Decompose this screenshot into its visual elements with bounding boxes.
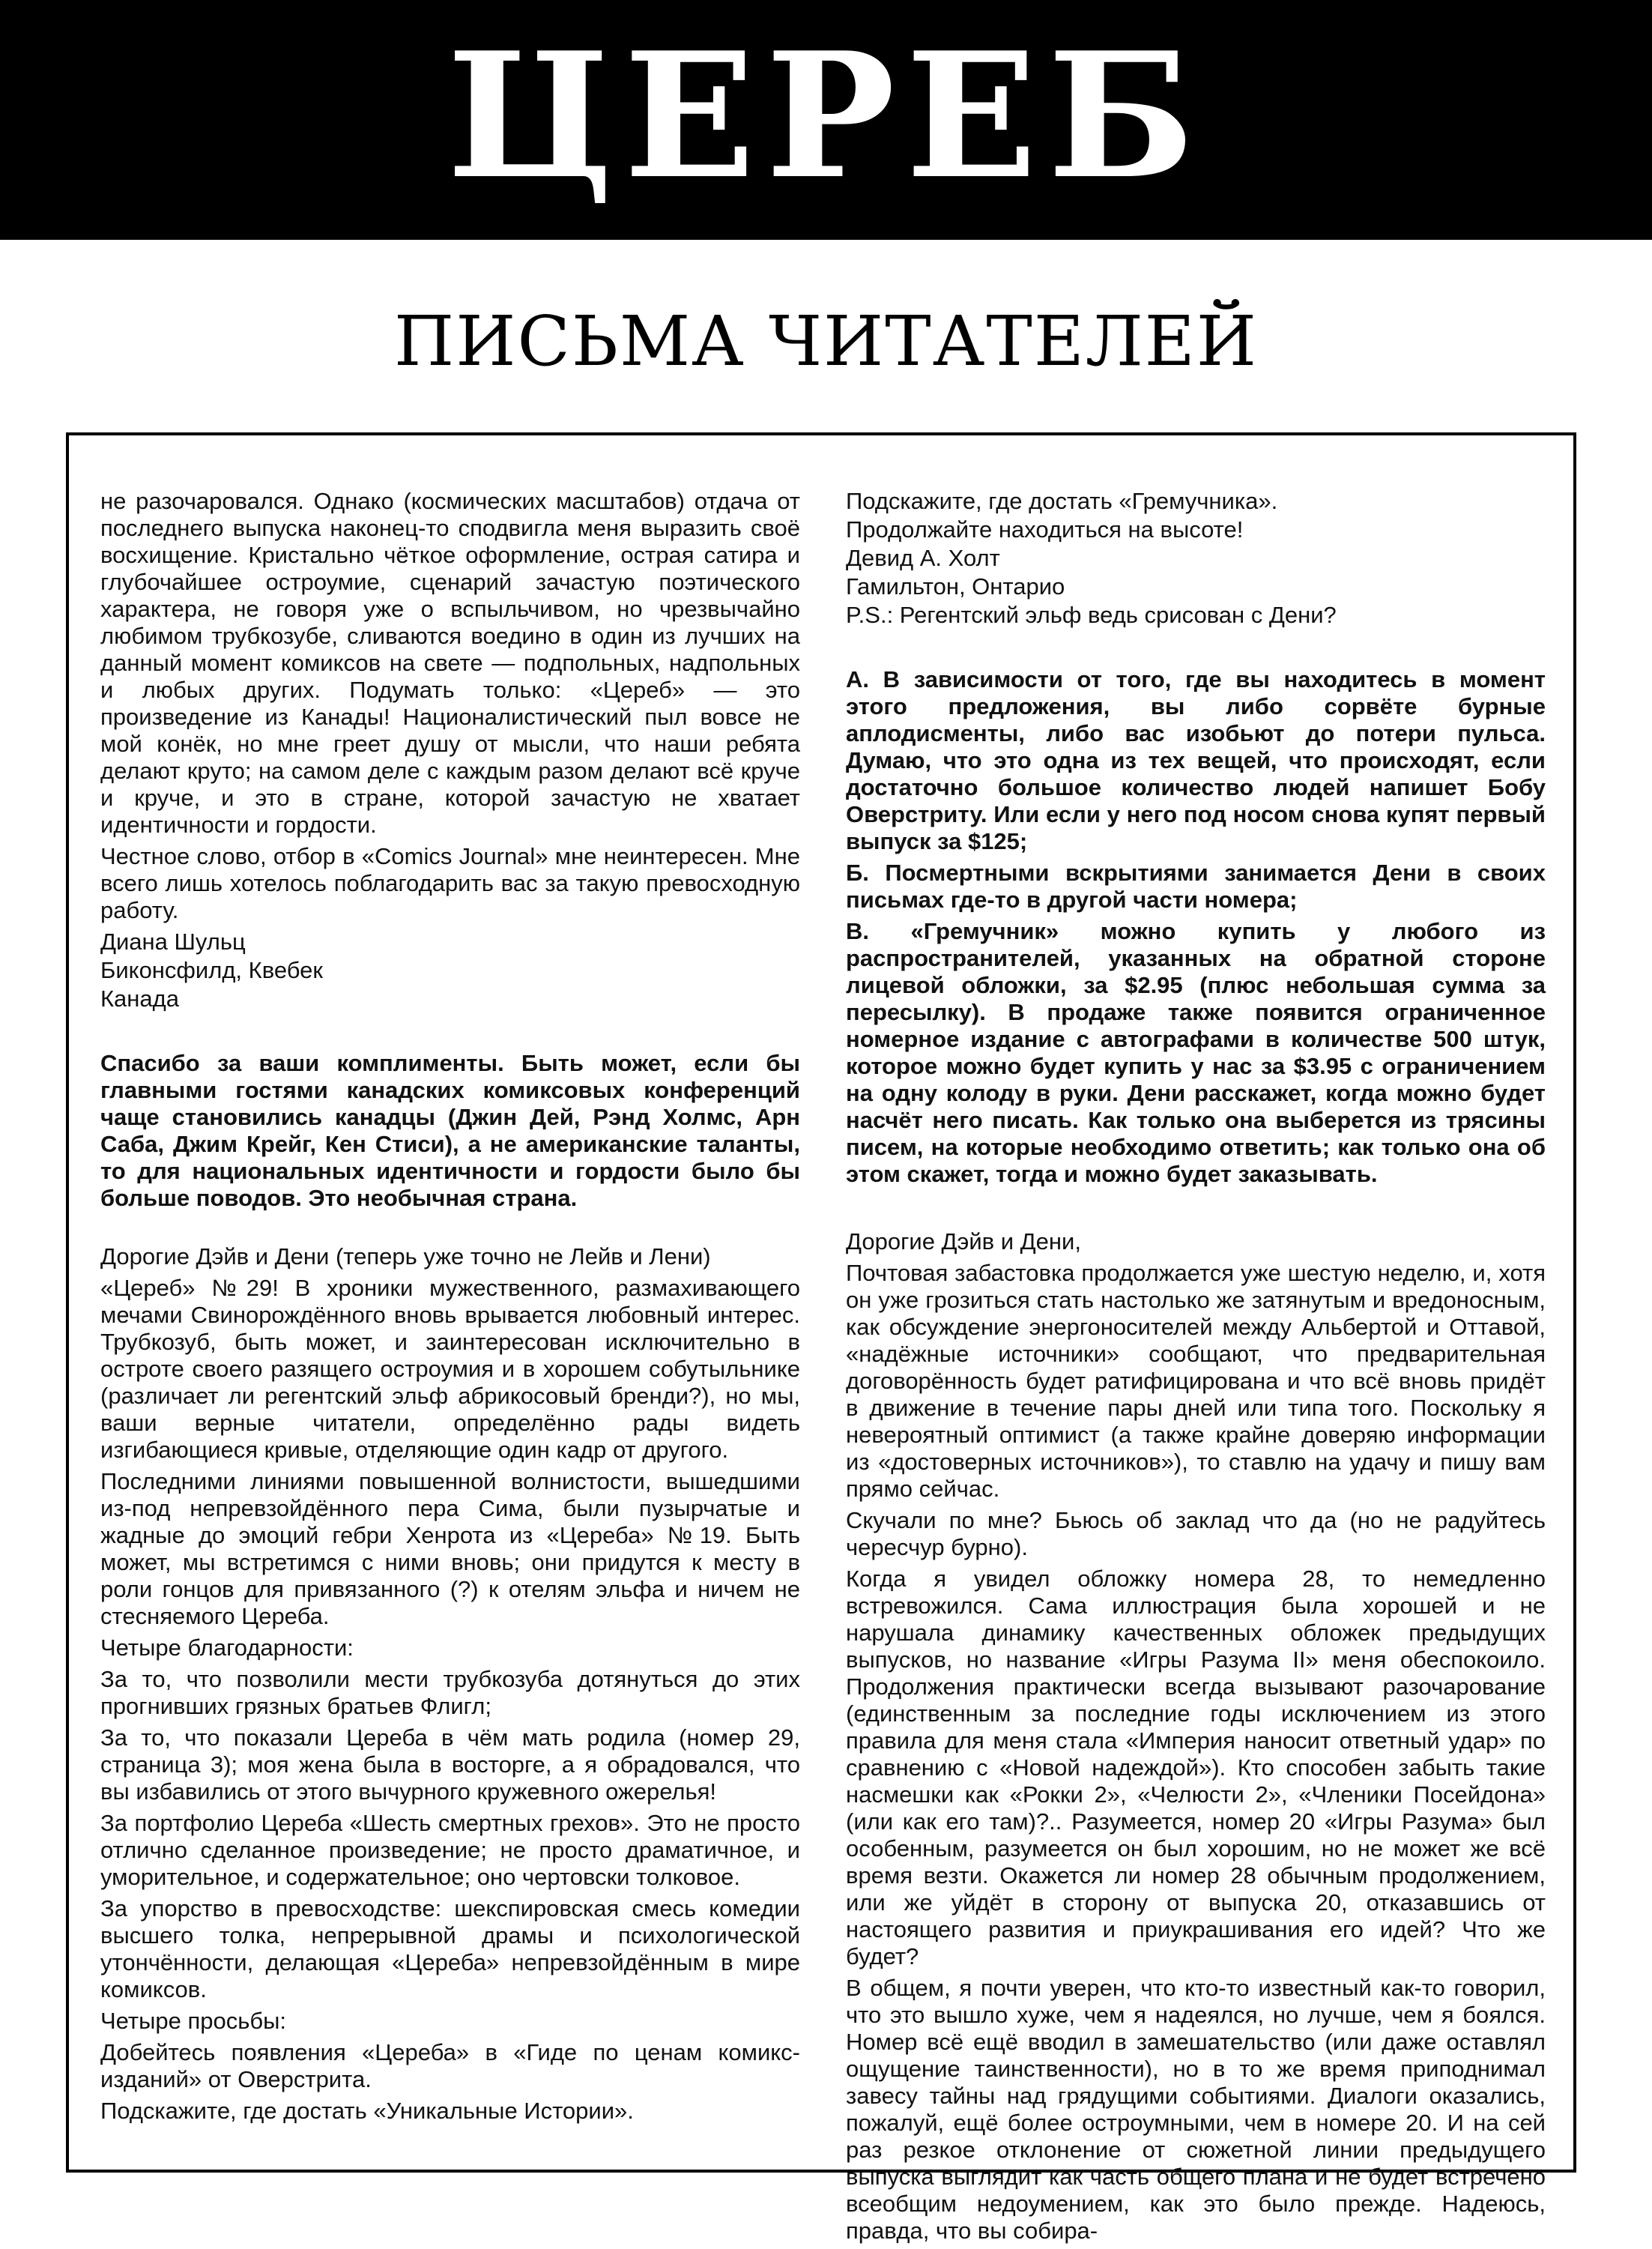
letter-paragraph: Честное слово, отбор в «Comics Journal» мне неинтересен. Мне всего лишь хотелось поблагодарить вас за такую превосходную работу. — [100, 843, 800, 923]
masthead — [0, 0, 1652, 240]
right-column — [846, 488, 1546, 2249]
letter-paragraph: Подскажите, где достать «Уникальные Истории». — [100, 2098, 634, 2124]
editor-answer-b: Б. Посмертными вскрытиями занимается Дени в своих письмах где-то в другой части номера; — [846, 860, 1546, 913]
letter-paragraph: Когда я увидел обложку номера 28, то немедленно встревожился. Сама иллюстрация была хорошей и не нарушала динамику качественных обложек предыдущих выпусков, но название «Игры Разума II» меня обеспокоило. Продолжения практически всегда вызывают разочарование (единственным за последние годы исключением из этого правила для меня стала «Империя наносит ответный удар» по сравнению с «Новой надеждой»). Кто способен забыть такие насмешки как «Рокки 2», «Челюсти 2», «Членики Посейдона» (или как его там)?.. Разумеется, номер 20 «Игры Разума» был особенным, разумеется он был хорошим, но не может же всё время везти. Окажется ли номер 28 обычным продолжением, или же уйдёт в сторону от выпуска 20, отказавшись от настоящего развития и приукрашивания его идей? Что же будет? — [846, 1566, 1546, 1969]
postscript: P.S.: Регентский эльф ведь срисован с Дени? — [846, 602, 1337, 628]
letter-greeting: Дорогие Дэйв и Дени (теперь уже точно не Лейв и Лени) — [100, 1243, 711, 1270]
signature-location: Гамильтон, Онтарио — [846, 573, 1065, 600]
letter-paragraph: Подскажите, где достать «Гремучника». — [846, 488, 1278, 514]
signature-name: Диана Шульц — [100, 929, 246, 955]
letter-paragraph: Продолжайте находиться на высоте! — [846, 516, 1244, 543]
signature-country: Канада — [100, 985, 179, 1012]
editor-answer-a: А. В зависимости от того, где вы находитесь в момент этого предложения, вы либо сорвёте бурные аплодисменты, либо вас изобьют до потери пульса. Думаю, что это одна из тех вещей, что происходят, если достаточно большое количество людей напишет Бобу Оверстриту. Или если у него под носом снова купят первый выпуск за $125; — [846, 666, 1546, 854]
editor-answer-c: В. «Гремучник» можно купить у любого из распространителей, указанных на обратной стороне лицевой обложки, за $2.95 (плюс небольшая сумма за пересылку). В продаже также появится ограниченное номерное издание с автографами в количестве 500 штук, которое можно будет купить у нас за $3.95 с ограничением на одну колоду в руки. Дени расскажет, когда можно будет насчёт него писать. Как только она выберется из трясины писем, на которые необходимо ответить; как только она об этом скажет, тогда и можно будет заказывать. — [846, 918, 1546, 1187]
letter-paragraph: не разочаровался. Однако (космических масштабов) отдача от последнего выпуска наконец-то сподвигла меня выразить своё восхищение. Кристально чёткое оформление, острая сатира и глубочайшее остроумие, сценарий зачастую поэтического характера, не говоря уже о вспыльчивом, но чрезвычайно любимом трубкозубе, сливаются воедино в один из лучших на данный момент комиксов на свете — подпольных, надпольных и любых других. Подумать только: «Цереб» — это произведение из Канады! Националистический пыл вовсе не мой конёк, но мне греет душу от мысли, что наши ребята делают круто; на самом деле с каждым разом делают всё круче и круче, и это в стране, которой зачастую не хватает идентичности и гордости. — [100, 488, 800, 838]
signature-location: Биконсфилд, Квебек — [100, 957, 323, 983]
section-title: ПИСЬМА ЧИТАТЕЛЕЙ — [393, 301, 1259, 381]
letter-paragraph: Четыре благодарности: — [100, 1634, 354, 1661]
letter-paragraph: За упорство в превосходстве: шекспировская смесь комедии высшего толка, непрерывной драмы и психологической утончённости, делающая «Цереба» непревзойдённым в мире комиксов. — [100, 1895, 800, 2002]
letter-paragraph: Скучали по мне? Бьюсь об заклад что да (но не радуйтесь чересчур бурно). — [846, 1507, 1546, 1560]
letters-frame — [66, 432, 1576, 2244]
left-column — [100, 488, 800, 2129]
masthead-logo: ЦЕРЕБ — [447, 15, 1205, 217]
letter-paragraph: За то, что позволили мести трубкозуба дотянуться до этих прогнивших грязных братьев Флигл; — [100, 1666, 800, 1719]
letter-paragraph: Добейтесь появления «Цереба» в «Гиде по ценам комикс-изданий» от Оверстрита. — [100, 2039, 800, 2092]
signature-name: Девид А. Холт — [846, 545, 1000, 571]
editor-answer: Спасибо за ваши комплименты. Быть может, если бы главными гостями канадских комиксовых конференций чаще становились канадцы (Джин Дей, Рэнд Холмс, Арн Саба, Джим Крейг, Кен Стиси), а не американские таланты, то для национальных идентичности и гордости было бы больше поводов. Это необычная страна. — [100, 1050, 800, 1211]
letter-paragraph: За портфолио Цереба «Шесть смертных грехов». Это не просто отлично сделанное произведение; не просто драматичное, и уморительное, и содержательное; оно чертовски толковое. — [100, 1810, 800, 1890]
letter-paragraph: «Цереб» №29! В хроники мужественного, размахивающего мечами Свинорождённого вновь врывается любовный интерес. Трубкозуб, быть может, и заинтересован исключительно в остроте своего разящего остроумия и в хорошем собутыльнике (различает ли регентский эльф абрикосовый бренди?), но мы, ваши верные читатели, определённо рады видеть изгибающиеся кривые, отделяющие один кадр от другого. — [100, 1275, 800, 1463]
letter-paragraph: Четыре просьбы: — [100, 2008, 287, 2034]
letter-greeting: Дорогие Дэйв и Дени, — [846, 1228, 1081, 1255]
letter-paragraph: За то, что показали Цереба в чём мать родила (номер 29, страница 3); моя жена была в восторге, а я обрадовался, что вы избавились от этого вычурного кружевного ожерелья! — [100, 1724, 800, 1805]
letter-paragraph: В общем, я почти уверен, что кто-то известный как-то говорил, что это вышло хуже, чем я надеялся, но лучше, чем я боялся. Номер всё ещё вводил в замешательство (или даже оставлял ощущение таинственности), но в то же время приподнимал завесу тайны над грядущими событиями. Диалоги оказались, пожалуй, ещё более остроумными, чем в номере 20. И на сей раз резкое отклонение от сюжетной линии предыдущего выпуска выглядит как часть общего плана и не будет встречено всеобщим недоумением, как это было прежде. Надеюсь, правда, что вы собира- — [846, 1975, 1546, 2244]
letter-paragraph: Почтовая забастовка продолжается уже шестую неделю, и, хотя он уже грозиться стать настолько же затянутым и вредоносным, как обсуждение энергоносителей между Альбертой и Оттавой, «надёжные источники» сообщают, что предварительная договорённость будет ратифицирована и что всё вновь придёт в движение в течение пары дней или типа того. Поскольку я невероятный оптимист (а также крайне доверяю информации из «достоверных источников»), то ставлю на удачу и пишу вам прямо сейчас. — [846, 1260, 1546, 1502]
letter-paragraph: Последними линиями повышенной волнистости, вышедшими из-под непревзойдённого пера Сима, были пузырчатые и жадные до эмоций гебри Хенрота из «Цереба» №19. Быть может, мы встретимся с ними вновь; они придутся к месту в роли гонцов для привязанного (?) к отелям эльфа и ничем не стесняемого Цереба. — [100, 1468, 800, 1629]
